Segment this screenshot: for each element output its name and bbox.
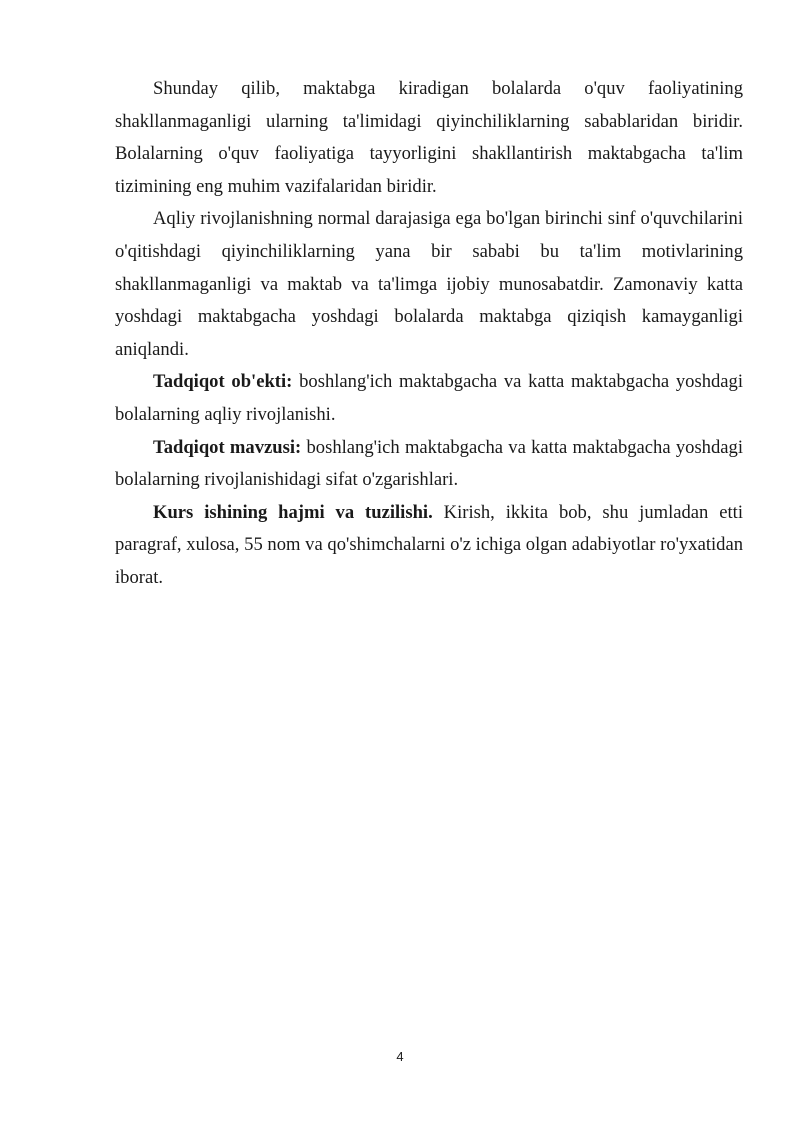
paragraph-motivation — [115, 203, 743, 366]
paragraph-structure — [115, 497, 743, 595]
paragraph-text: boshlang'ich maktabgacha va katta maktabgacha yoshdagi bolalarning aqliy rivojlanishi. — [115, 371, 743, 425]
paragraph-research-subject — [115, 432, 743, 497]
paragraph-text: Shunday qilib, maktabga kiradigan bolalarda o'quv faoliyatining shakllanmaganligi ularning ta'limidagi qiyinchiliklarning sabablaridan biridir. Bolalarning o'quv faoliyatiga tayyorligini shakllantirish maktabgacha ta'lim tizimining eng muhim vazifalaridan biridir. — [115, 78, 743, 197]
paragraph-label: Kurs ishining hajmi va tuzilishi. — [153, 501, 433, 523]
paragraph-text: boshlang'ich maktabgacha va katta maktabgacha yoshdagi bolalarning rivojlanishidagi sifat o'zgarishlari. — [115, 436, 743, 491]
paragraph-label: Tadqiqot mavzusi: — [153, 436, 302, 458]
body-text — [115, 73, 743, 595]
page-number: 4 — [396, 1049, 404, 1064]
paragraph-research-object — [115, 366, 743, 431]
paragraph-text: Aqliy rivojlanishning normal darajasiga ega bo'lgan birinchi sinf o'quvchilarini o'qitishdagi qiyinchiliklarning yana bir sababi bu ta'lim motivlarining shakllanmaganligi va maktab va ta'limga ijobiy munosabatdir. Zamonaviy katta yoshdagi maktabgacha yoshdagi bolalarda maktabga qiziqish kamayganligi aniqlandi. — [115, 208, 743, 360]
paragraph-label: Tadqiqot ob'ekti: — [153, 371, 293, 393]
paragraph-text: Kirish, ikkita bob, shu jumladan etti paragraf, xulosa, 55 nom va qo'shimchalarni o'z ichiga olgan adabiyotlar ro'yxatidan iborat. — [115, 501, 744, 588]
paragraph-conclusion — [115, 73, 743, 203]
